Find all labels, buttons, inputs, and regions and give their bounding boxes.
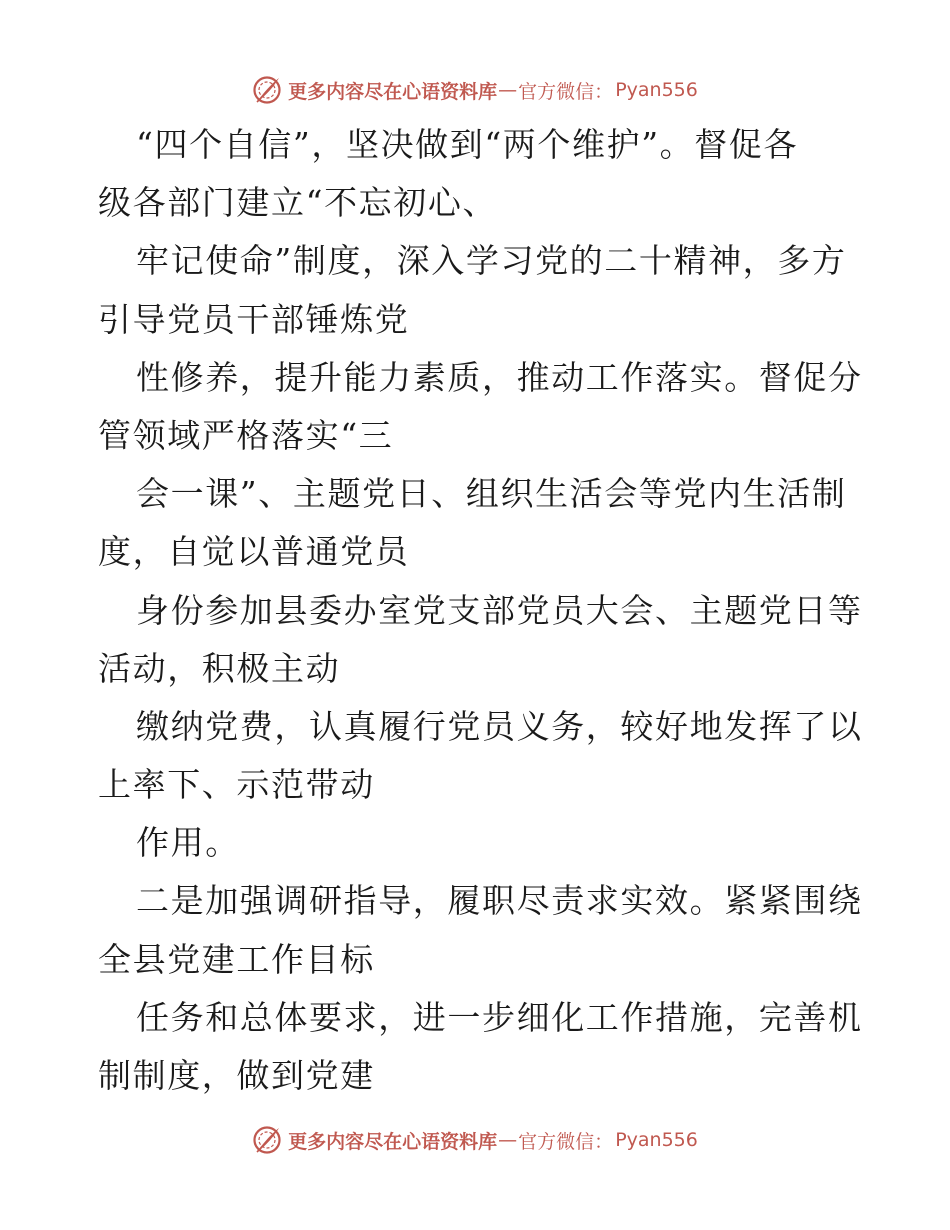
banner-dash: — [498, 1129, 518, 1151]
text-line: 活动，积极主动 [98, 648, 341, 688]
text-line: 缴纳党费，认真履行党员义务，较好地发挥了以 [136, 706, 863, 746]
footer-banner [0, 1120, 950, 1160]
text-line: 上率下、示范带动 [98, 765, 375, 805]
text-line: 牢记使命”制度，深入学习党的二十精神，多方 [136, 241, 847, 281]
banner-wechat-label: 官方微信： [518, 1130, 614, 1153]
body-text [98, 116, 863, 1105]
banner-wechat-id: Pyan556 [615, 1129, 698, 1151]
text-line: 任务和总体要求，进一步细化工作措施，完善机 [136, 997, 863, 1037]
text-line: 身份参加县委办室党支部党员大会、主题党日等 [136, 590, 863, 630]
text-line: 制制度，做到党建 [98, 1056, 375, 1095]
banner-dash: — [498, 79, 518, 101]
header-banner [0, 70, 950, 110]
text-line: “四个自信”，坚决做到“两个维护”。督促各 [136, 125, 799, 164]
banner-wechat-id: Pyan556 [615, 79, 698, 101]
banner-main-text: 更多内容尽在心语资料库 [288, 1130, 498, 1153]
text-line: 作用。 [136, 823, 240, 863]
text-line: 度，自觉以普通党员 [98, 532, 410, 572]
banner-main-text: 更多内容尽在心语资料库 [288, 80, 498, 103]
quill-circle-logo-icon [252, 75, 282, 105]
text-line: 引导党员干部锤炼党 [98, 299, 410, 339]
text-line: 性修养，提升能力素质，推动工作落实。督促分 [136, 357, 863, 397]
quill-circle-logo-icon [252, 1125, 282, 1155]
text-line: 全县党建工作目标 [98, 939, 375, 979]
text-line: 管领域严格落实“三 [98, 415, 394, 455]
banner-wechat-label: 官方微信： [518, 80, 614, 103]
text-line: 二是加强调研指导，履职尽责求实效。紧紧围绕 [136, 881, 863, 921]
text-line: 级各部门建立“不忘初心、 [98, 183, 498, 223]
text-line: 会一课”、主题党日、组织生活会等党内生活制 [136, 474, 847, 514]
